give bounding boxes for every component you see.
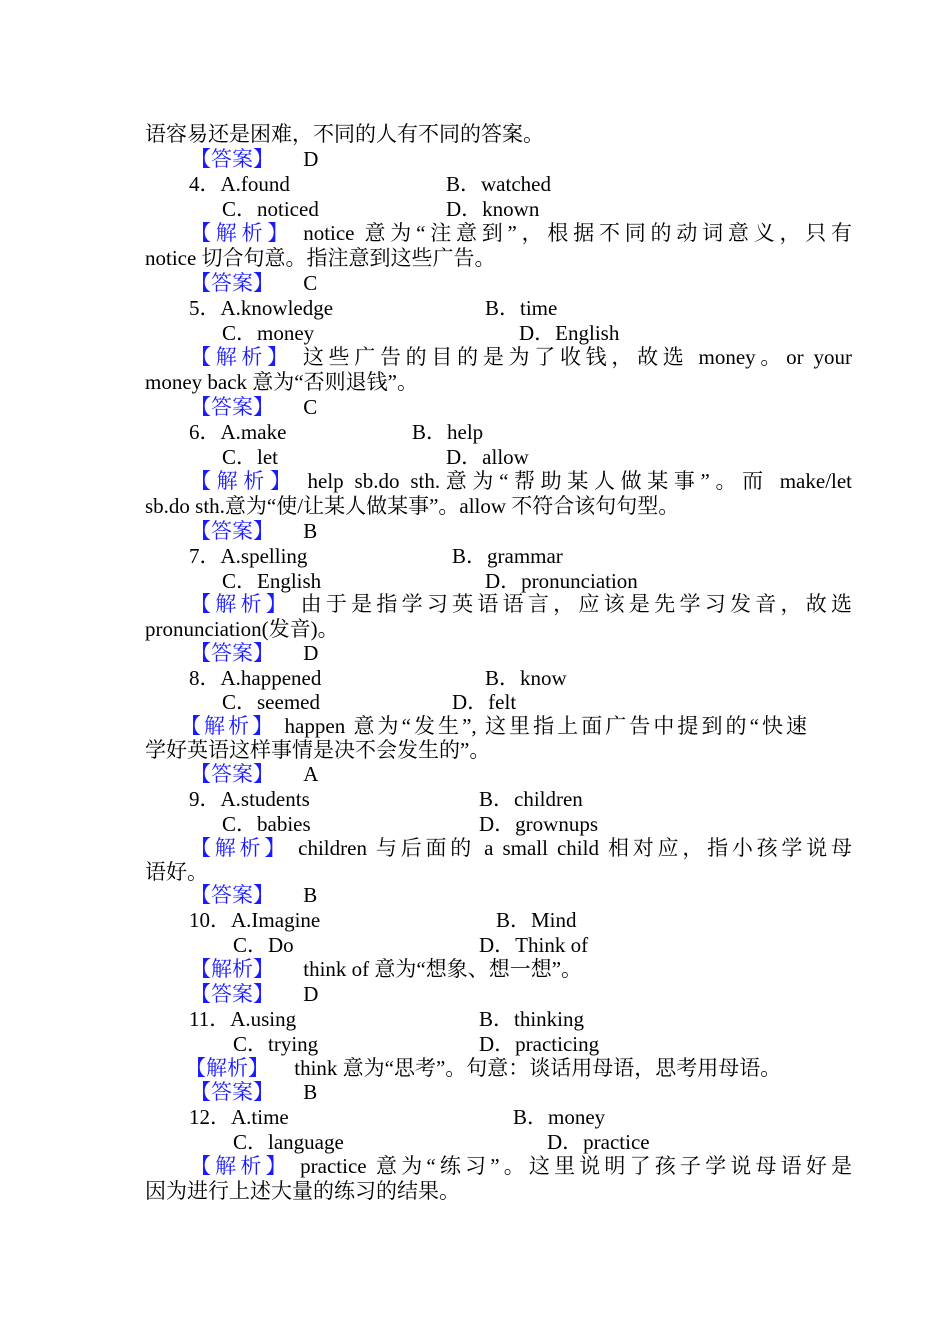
question-option-b: B．know (485, 666, 567, 690)
question-option-b: B．money (513, 1105, 606, 1129)
question-option-c: C．let (222, 445, 278, 469)
question-option-a: 9．A.students (189, 787, 310, 811)
question-option-a: 7．A.spelling (189, 544, 308, 568)
explanation-continuation: money back 意为“否则退钱”。 (145, 370, 418, 394)
answer-label: 【答案】 (190, 641, 274, 665)
answer-value: B (303, 1080, 318, 1104)
explanation-label: 【解析】 (190, 592, 292, 616)
answer-label: 【答案】 (190, 1080, 274, 1104)
question-option-d: D．English (519, 321, 620, 345)
explanation-label: 【解析】 (180, 714, 277, 738)
answer-label: 【答案】 (190, 395, 274, 419)
explanation-continuation: pronunciation(发音)。 (145, 617, 339, 641)
explanation-continuation: sb.do sth.意为“使/让某人做某事”。allow 不符合该句句型。 (145, 494, 680, 518)
question-option-c: C．money (222, 321, 315, 345)
explanation-row (190, 345, 853, 369)
answer-value: A (303, 762, 319, 786)
question-option-c: C．seemed (222, 690, 320, 714)
question-option-a: 8．A.happened (189, 666, 322, 690)
question-option-b: B．thinking (479, 1007, 585, 1031)
explanation-continuation: notice 切合句意。指注意到这些广告。 (145, 246, 496, 270)
question-option-d: D．pronunciation (485, 569, 638, 593)
answer-row (190, 271, 317, 295)
answer-label: 【答案】 (190, 762, 274, 786)
question-option-b: B．time (485, 296, 558, 320)
explanation-row (190, 957, 582, 981)
question-option-a: 4．A.found (189, 172, 290, 196)
answer-value: D (303, 982, 319, 1006)
answer-row (190, 883, 317, 907)
answer-row (190, 1080, 317, 1104)
answer-value: B (303, 519, 318, 543)
explanation-row (185, 1056, 781, 1080)
explanation-continuation: 因为进行上述大量的练习的结果。 (145, 1179, 460, 1203)
question-option-a: 10．A.Imagine (189, 908, 321, 932)
explanation-text: happen 意为“发生”, 这里指上面广告中提到的“快速 (284, 714, 808, 738)
question-option-c: C．trying (233, 1032, 319, 1056)
explanation-continuation: 学好英语这样事情是决不会发生的”。 (145, 738, 491, 762)
explanation-row (190, 592, 853, 616)
question-option-b: B．children (479, 787, 583, 811)
answer-label: 【答案】 (190, 883, 274, 907)
question-option-d: D．practice (547, 1130, 650, 1154)
explanation-text: help sb.do sth.意为“帮助某人做某事”。而 make/let (307, 469, 853, 493)
answer-label: 【答案】 (190, 519, 274, 543)
explanation-label: 【解析】 (190, 469, 297, 493)
explanation-label: 【解析】 (190, 221, 294, 245)
explanation-row (190, 221, 853, 245)
explanation-text: 由于是指学习英语语言，应该是先学习发音，故选 (300, 592, 853, 616)
question-option-d: D．known (446, 197, 540, 221)
answer-row (190, 641, 318, 665)
answer-row (190, 762, 318, 786)
answer-label: 【答案】 (190, 982, 274, 1006)
question-option-c: C．Do (233, 933, 294, 957)
answer-label: 【答案】 (190, 147, 274, 171)
answer-label: 【答案】 (190, 271, 274, 295)
question-option-d: D．grownups (479, 812, 598, 836)
answer-value: C (303, 395, 318, 419)
explanation-row (190, 469, 853, 493)
question-option-d: D．practicing (479, 1032, 600, 1056)
question-option-c: C．babies (222, 812, 311, 836)
answer-value: D (303, 147, 319, 171)
explanation-text: children 与后面的 a small child 相对应，指小孩学说母 (298, 836, 852, 860)
question-option-d: D．felt (452, 690, 517, 714)
answer-value: D (303, 641, 319, 665)
question-option-d: D．allow (446, 445, 529, 469)
explanation-continuation: 语好。 (145, 860, 208, 884)
question-option-a: 12．A.time (189, 1105, 289, 1129)
question-option-b: B．watched (446, 172, 551, 196)
question-option-c: C．language (233, 1130, 344, 1154)
answer-row (190, 982, 318, 1006)
explanation-row (180, 714, 807, 738)
question-option-b: B．grammar (452, 544, 563, 568)
explanation-label: 【解析】 (190, 345, 293, 369)
explanation-row (190, 836, 852, 860)
explanation-label: 【解析】 (190, 836, 290, 860)
explanation-label: 【解析】 (185, 1056, 269, 1080)
question-option-c: C．English (222, 569, 322, 593)
explanation-label: 【解析】 (190, 1154, 291, 1178)
question-option-a: 11．A.using (189, 1007, 297, 1031)
explanation-text: 这些广告的目的是为了收钱，故选 money。or your (302, 345, 853, 369)
question-option-a: 6．A.make (189, 420, 287, 444)
answer-row (190, 519, 317, 543)
answer-row (190, 395, 317, 419)
explanation-label: 【解析】 (190, 957, 274, 981)
paragraph-line: 语容易还是困难，不同的人有不同的答案。 (145, 122, 544, 146)
question-option-b: B．Mind (496, 908, 577, 932)
answer-value: C (303, 271, 318, 295)
answer-value: B (303, 883, 318, 907)
question-option-c: C．noticed (222, 197, 319, 221)
explanation-row (190, 1154, 853, 1178)
explanation-text: think 意为“思考”。句意：谈话用母语，思考用母语。 (294, 1056, 782, 1080)
question-option-d: D．Think of (479, 933, 589, 957)
explanation-text: notice 意为“注意到”，根据不同的动词意义，只有 (303, 221, 853, 245)
question-option-a: 5．A.knowledge (189, 296, 334, 320)
answer-row (190, 147, 318, 171)
explanation-text: think of 意为“想象、想一想”。 (303, 957, 583, 981)
question-option-b: B．help (412, 420, 484, 444)
explanation-text: practice 意为“练习”。这里说明了孩子学说母语好是 (300, 1154, 853, 1178)
